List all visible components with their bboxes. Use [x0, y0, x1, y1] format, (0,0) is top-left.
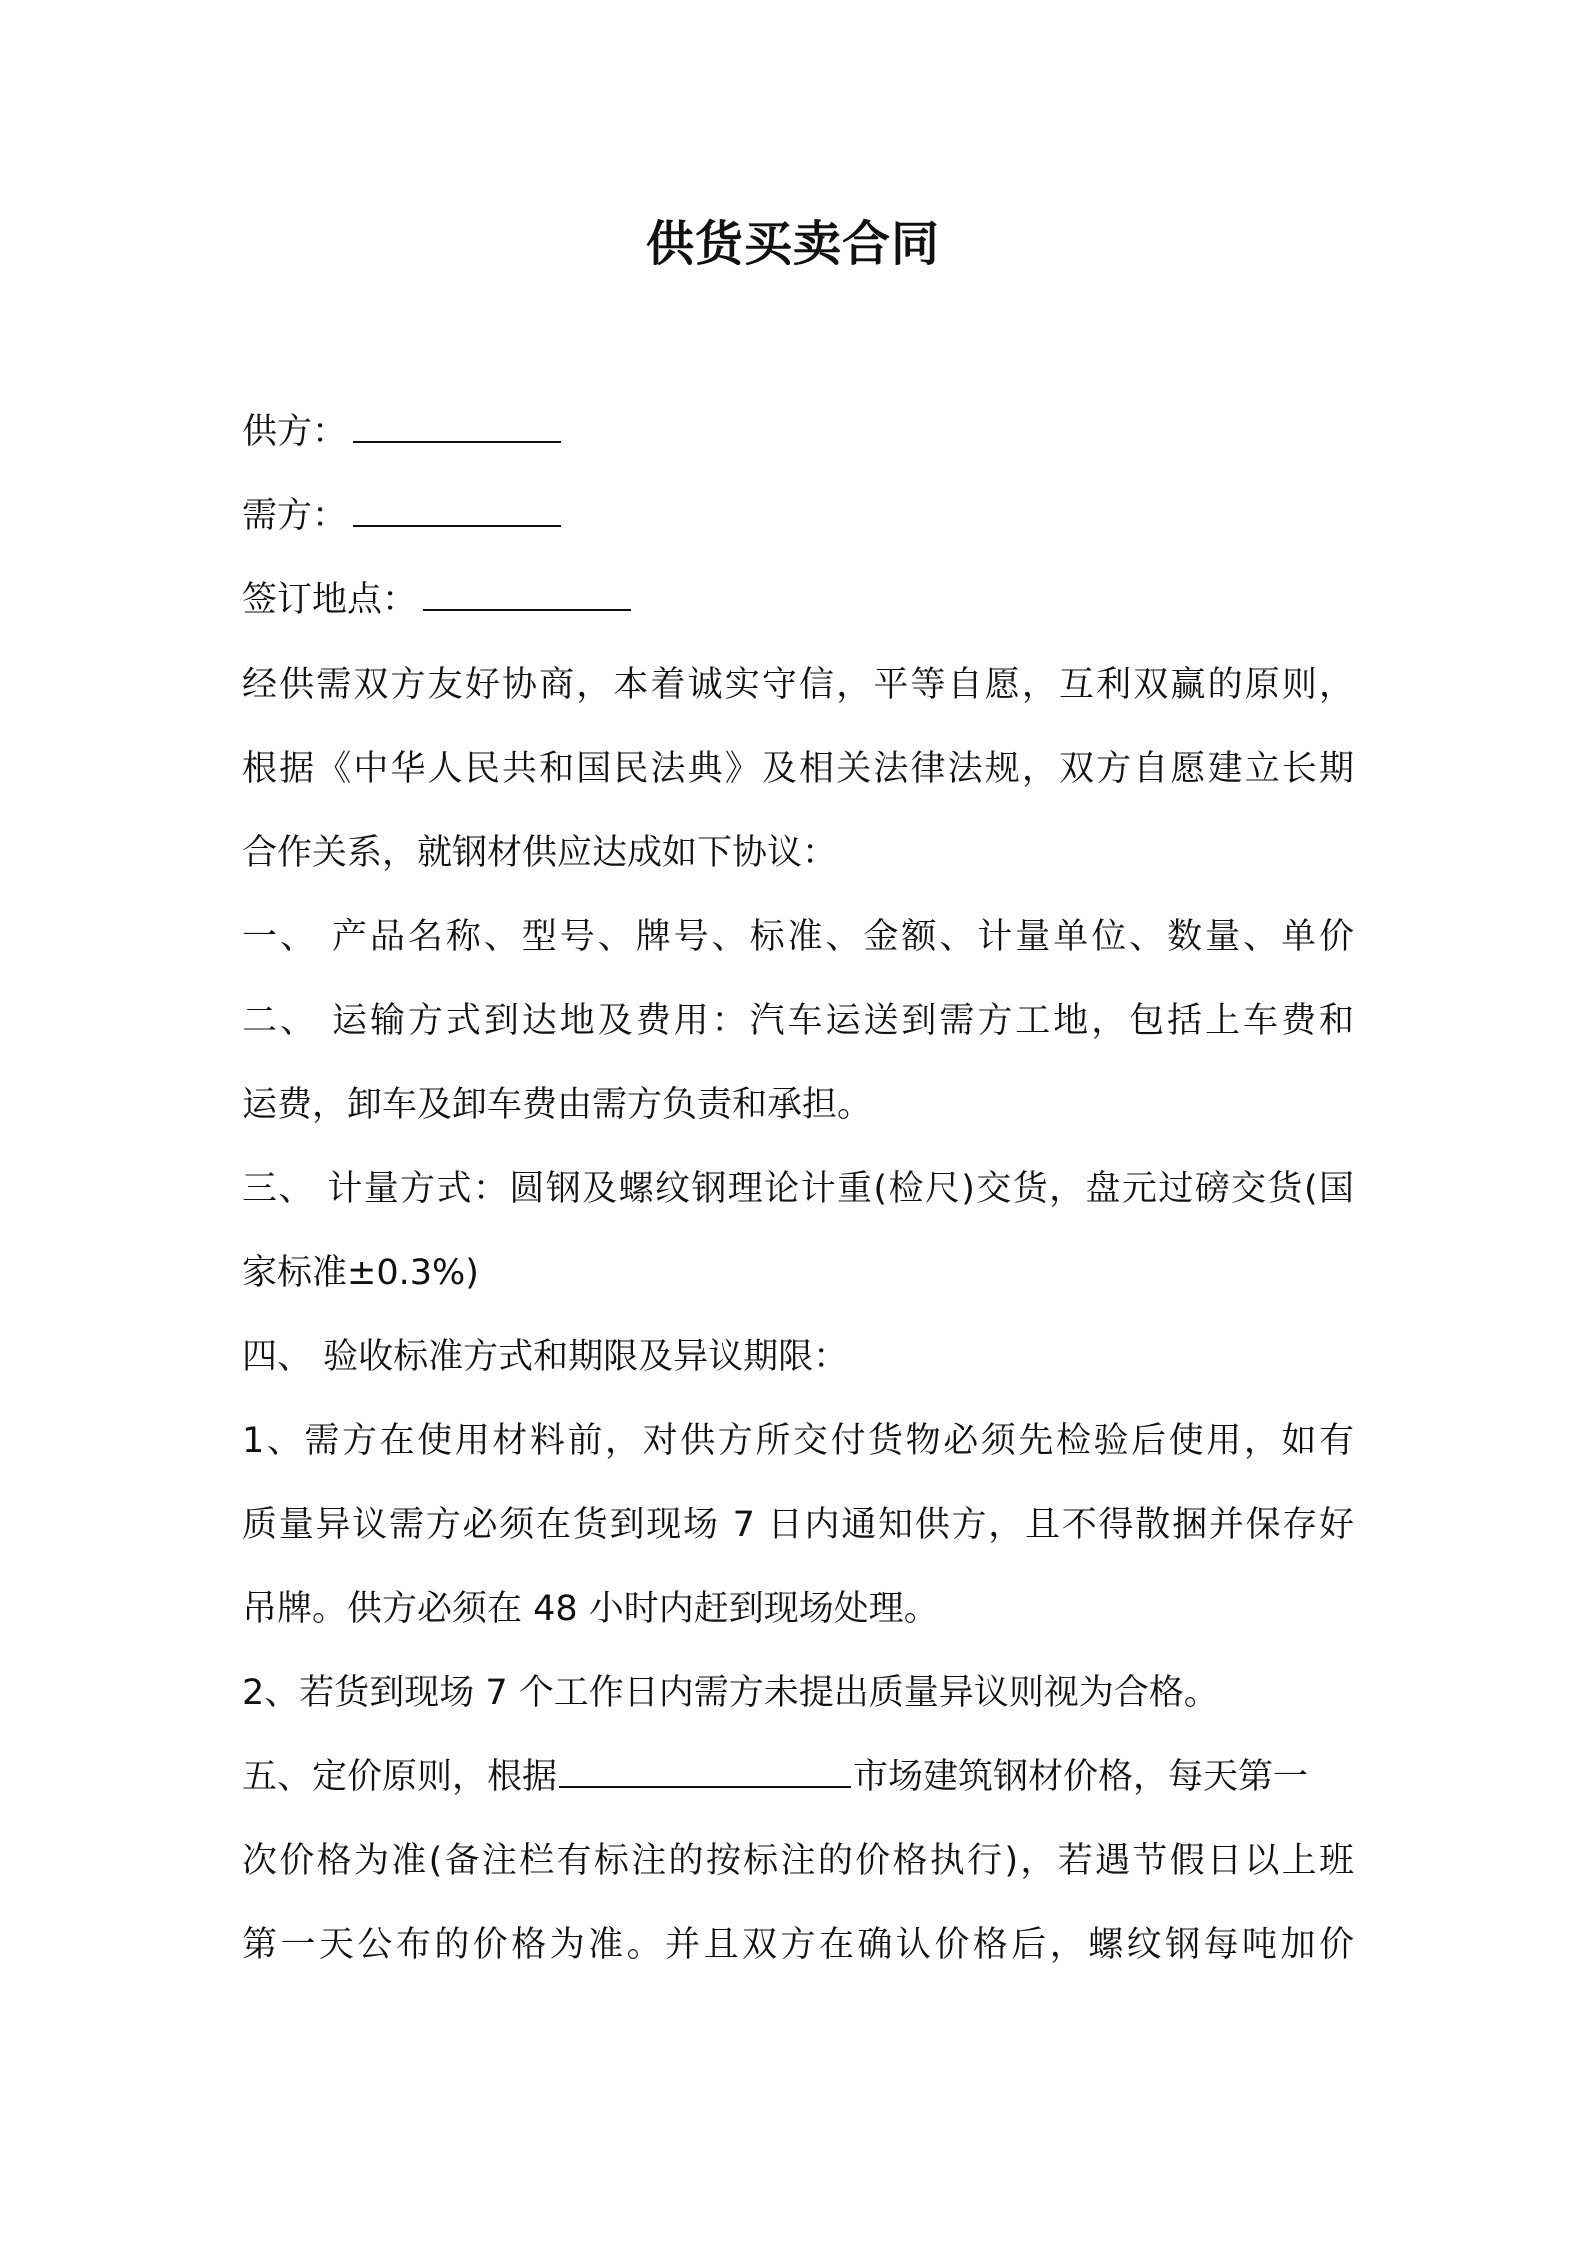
body-line: 2、若货到现场 7 个工作日内需方未提出质量异议则视为合格。 [242, 1673, 1219, 1713]
body-line: 经供需双方友好协商，本着诚实守信，平等自愿，互利双赢的原则， [242, 665, 1354, 705]
blank-line[interactable] [423, 579, 631, 611]
blank-line[interactable] [353, 411, 561, 443]
pricing-prefix: 五、定价原则，根据 [242, 1757, 558, 1797]
field-label: 需方： [242, 496, 348, 536]
clause-heading: 四、 验收标准方式和期限及异议期限： [242, 1337, 849, 1377]
document-title: 供货买卖合同 [645, 216, 940, 272]
clause-heading: 二、 运输方式到达地及费用：汽车运送到需方工地，包括上车费和 [242, 1001, 1354, 1041]
field-buyer [242, 490, 1354, 542]
pricing-suffix: 市场建筑钢材价格，每天第一 [853, 1757, 1309, 1797]
body-line: 质量异议需方必须在货到现场 7 日内通知供方，且不得散捆并保存好 [242, 1505, 1354, 1545]
body-line: 次价格为准(备注栏有标注的按标注的价格执行)，若遇节假日以上班 [242, 1841, 1354, 1881]
body-line: 家标准±0.3%) [242, 1253, 479, 1293]
body-line: 第一天公布的价格为准。并且双方在确认价格后，螺纹钢每吨加价 [242, 1925, 1354, 1965]
body-line: 运费，卸车及卸车费由需方负责和承担。 [242, 1085, 873, 1125]
body-line: 吊牌。供方必须在 48 小时内赶到现场处理。 [242, 1589, 939, 1629]
blank-line[interactable] [353, 495, 561, 527]
body-line: 合作关系，就钢材供应达成如下协议： [242, 833, 838, 873]
field-supplier [242, 406, 1354, 458]
body-line: 1、需方在使用材料前，对供方所交付货物必须先检验后使用，如有 [242, 1421, 1354, 1461]
field-label: 供方： [242, 412, 348, 452]
body-line: 根据《中华人民共和国民法典》及相关法律法规，双方自愿建立长期 [242, 749, 1354, 789]
field-label: 签订地点： [242, 580, 418, 620]
field-signing-place [242, 574, 1354, 626]
clause-heading: 三、 计量方式：圆钢及螺纹钢理论计重(检尺)交货，盘元过磅交货(国 [242, 1169, 1354, 1209]
clause-pricing [242, 1751, 1354, 1803]
blank-line[interactable] [559, 1756, 851, 1788]
clause-heading: 一、 产品名称、型号、牌号、标准、金额、计量单位、数量、单价 [242, 917, 1354, 957]
